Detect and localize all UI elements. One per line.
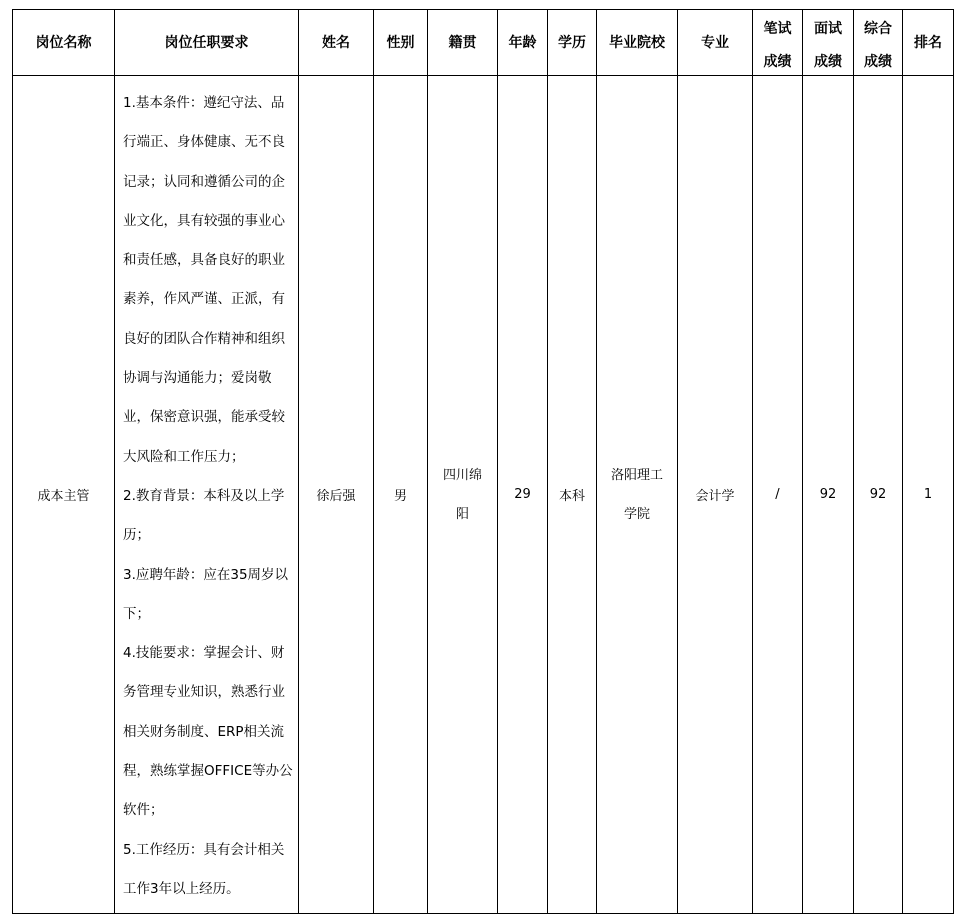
requirement-line: 业，保密意识强，能承受较: [123, 409, 285, 426]
cell-major: 会计学: [678, 76, 753, 914]
school-line1: 洛阳理工: [610, 467, 663, 483]
requirement-line: 历；: [123, 527, 150, 544]
table-row: [13, 76, 954, 914]
cell-interview-score: 92: [803, 76, 854, 914]
header-total-score-line1: 综合: [864, 21, 892, 37]
requirement-line: 良好的团队合作精神和组织: [123, 330, 285, 347]
header-interview-score-line1: 面试: [814, 21, 842, 37]
header-age: 年龄: [498, 10, 548, 76]
cell-name: 徐后强: [299, 76, 374, 914]
header-position: 岗位名称: [13, 10, 115, 76]
header-hometown: 籍贯: [428, 10, 498, 76]
requirement-line: 工作3年以上经历。: [123, 880, 240, 897]
cell-education: 本科: [548, 76, 597, 914]
header-interview-score: [803, 10, 854, 76]
cell-written-score: /: [753, 76, 803, 914]
requirement-line: 相关财务制度、ERP相关流: [123, 723, 285, 740]
requirement-line: 4.技能要求：掌握会计、财: [123, 645, 285, 662]
header-school: 毕业院校: [597, 10, 678, 76]
requirements-text: [123, 84, 292, 909]
requirement-line: 业文化，具有较强的事业心: [123, 212, 285, 229]
header-written-score-line1: 笔试: [763, 21, 792, 37]
cell-rank: 1: [903, 76, 954, 914]
requirement-line: 大风险和工作压力；: [123, 448, 245, 465]
requirement-line: 3.应聘年龄：应在35周岁以: [123, 566, 289, 583]
header-written-score-line2: 成绩: [763, 54, 792, 70]
requirement-line: 和责任感，具备良好的职业: [123, 252, 285, 269]
header-rank: 排名: [903, 10, 954, 76]
requirement-line: 素养，作风严谨、正派，有: [123, 291, 285, 308]
cell-hometown: [428, 76, 498, 914]
header-written-score: [753, 10, 803, 76]
header-education: 学历: [548, 10, 597, 76]
cell-requirements: [115, 76, 299, 914]
requirement-line: 1.基本条件：遵纪守法、品: [123, 95, 285, 111]
requirement-line: 软件；: [123, 802, 164, 819]
requirement-line: 2.教育背景：本科及以上学: [123, 487, 285, 504]
cell-total-score: 92: [854, 76, 903, 914]
cell-school: [597, 76, 678, 914]
header-requirements: 岗位任职要求: [115, 10, 299, 76]
header-name: 姓名: [299, 10, 374, 76]
header-gender: 性别: [374, 10, 428, 76]
requirement-line: 务管理专业知识，熟悉行业: [123, 684, 285, 701]
cell-position: 成本主管: [13, 76, 115, 914]
requirement-line: 协调与沟通能力；爱岗敬: [123, 370, 272, 387]
header-major: 专业: [678, 10, 753, 76]
candidate-table-sheet: [12, 9, 953, 897]
header-interview-score-line2: 成绩: [814, 54, 842, 70]
cell-age: 29: [498, 76, 548, 914]
requirement-line: 行端正、身体健康、无不良: [123, 134, 285, 151]
hometown-line1: 四川绵: [442, 467, 482, 483]
candidate-table: [12, 9, 954, 914]
header-total-score-line2: 成绩: [864, 54, 892, 70]
header-row: [13, 10, 954, 76]
hometown-line2: 阳: [455, 506, 469, 522]
requirement-line: 5.工作经历：具有会计相关: [123, 841, 285, 858]
school-line2: 学院: [623, 506, 650, 522]
requirement-line: 下；: [123, 605, 150, 622]
requirement-line: 记录；认同和遵循公司的企: [123, 173, 285, 190]
header-total-score: [854, 10, 903, 76]
cell-gender: 男: [374, 76, 428, 914]
requirement-line: 程，熟练掌握OFFICE等办公: [123, 763, 293, 780]
